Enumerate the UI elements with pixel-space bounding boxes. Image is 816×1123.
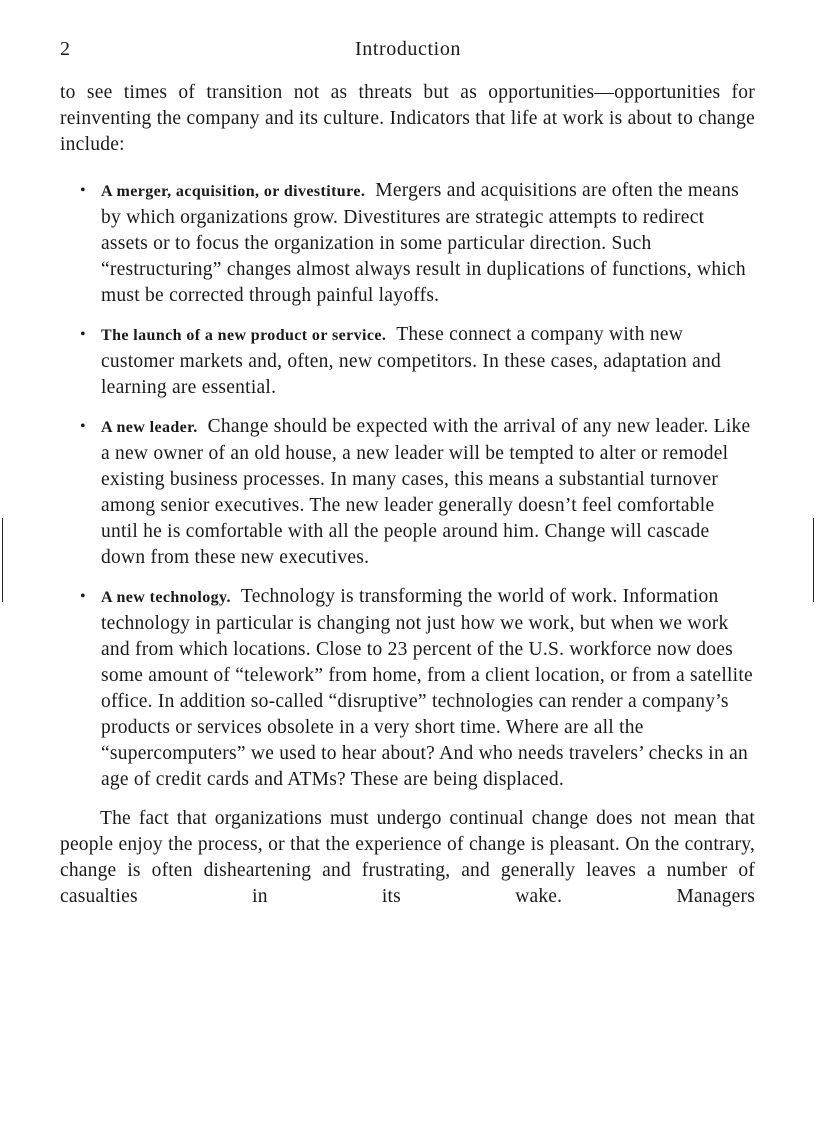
- list-item: [60, 414, 755, 571]
- bullet-heading: A new technology.: [101, 589, 231, 606]
- bullet-heading: The launch of a new product or service.: [101, 327, 387, 344]
- bullet-icon: •: [80, 588, 86, 605]
- bullet-icon: •: [80, 418, 86, 435]
- bullet-heading: A merger, acquisition, or divestiture.: [101, 183, 366, 200]
- bullet-text: Technology is transforming the world of work. Information technology in particular is changing not just how we work, but when we work and from which locations. Close to 23 percent of the U.S. workforce now does some amount of “telework” from home, from a client location, or from a satellite office. In addition so-called “disruptive” technologies can render a company’s products or services obsolete in a very short time. Where are all the “supercomputers” we used to hear about? And who needs travelers’ checks in an age of credit cards and ATMs? These are being displaced.: [101, 586, 753, 790]
- running-head: Introduction: [354, 38, 462, 60]
- bullet-text: These connect a company with new customer markets and, often, new competitors. In these cases, adaptation and learning are essential.: [101, 324, 722, 398]
- intro-paragraph: to see times of transition not as threats but as opportunities—opportunities for reinventing the company and its culture. Indicators that life at work is about to change include:: [60, 82, 755, 155]
- bullet-heading: A new leader.: [101, 419, 198, 436]
- right-edge-mark: [813, 518, 814, 602]
- left-edge-mark: [2, 518, 3, 602]
- list-item: [60, 322, 755, 401]
- bullet-icon: •: [80, 326, 86, 343]
- bullet-text: Change should be expected with the arrival of any new leader. Like a new owner of an old house, a new leader will be tempted to alter or remodel existing business processes. In many cases, this means a substantial turnover among senior executives. The new leader generally doesn’t feel comfortable until he is comfortable with all the people around him. Change will cascade down from these new executives.: [101, 416, 751, 568]
- list-item: [60, 178, 755, 309]
- body-text: [60, 80, 755, 910]
- closing-paragraph: The fact that organizations must undergo continual change does not mean that people enjoy the process, or that the experience of change is pleasant. On the contrary, change is often disheartening and frustrating, and generally leaves a number of casualties in its wake. Managers: [60, 808, 755, 907]
- bullet-text: Mergers and acquisitions are often the means by which organizations grow. Divestitures are strategic attempts to redirect assets or to focus the organization in some particular direction. Such “restructuring” changes almost always result in duplications of functions, which must be corrected through painful layoffs.: [101, 180, 746, 306]
- indicator-list: [60, 178, 755, 793]
- bullet-icon: •: [80, 182, 86, 199]
- page-number: 2: [60, 38, 71, 60]
- list-item: [60, 584, 755, 793]
